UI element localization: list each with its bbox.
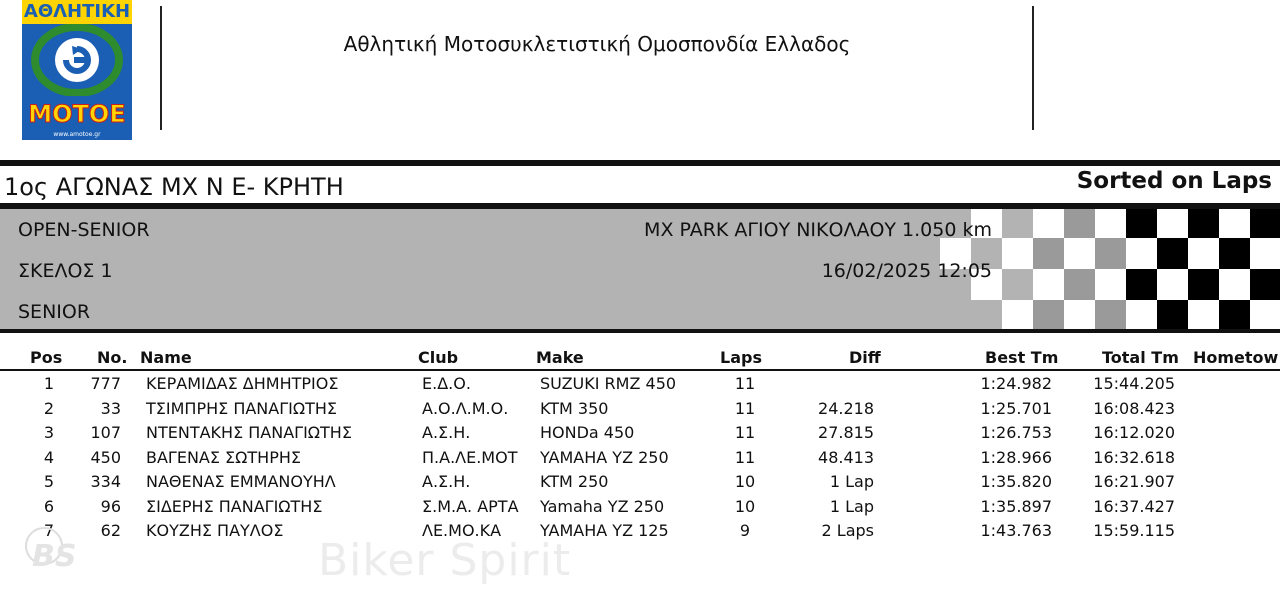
checker-square [1064,300,1095,329]
col-hometown: Hometow [1193,348,1279,367]
checker-square [1126,269,1157,300]
cell-name: ΚΕΡΑΜΙΔΑΣ ΔΗΜΗΤΡΙΟΣ [146,374,339,393]
cell-club: Π.Α.ΛΕ.ΜΟΤ [422,447,518,467]
checker-square [1219,238,1250,269]
checker-square [1126,209,1157,238]
checker-square [1250,238,1280,269]
checker-square [1188,269,1219,300]
cell-laps: 11 [734,398,756,418]
checker-square [1126,238,1157,269]
cell-total: 15:59.115 [1093,521,1175,540]
cell-pos: 7 [43,521,55,540]
checker-square [1250,300,1280,329]
biker-spirit-logo-icon [22,520,114,578]
cell-make: KTM 250 [540,472,609,491]
logo-emblem-icon [22,24,132,96]
cell-name: ΤΣΙΜΠΡΗΣ ΠΑΝΑΓΙΩΤΗΣ [146,398,337,418]
sorted-label: Sorted on Laps [1076,168,1272,194]
category-label: SENIOR [18,301,91,323]
cell-make: KTM 350 [540,398,609,418]
class-name: OPEN-SENIOR [18,219,150,241]
checker-square [1002,209,1033,238]
checker-square [909,300,940,329]
cell-no: 62 [100,521,121,540]
cell-best: 1:43.763 [980,521,1052,540]
checker-square [1002,238,1033,269]
cell-pos: 1 [43,374,55,393]
cell-best: 1:26.753 [980,423,1052,442]
header-rule [0,369,1280,371]
checker-square [1157,238,1188,269]
watermark-logo-text: BS [32,539,77,574]
cell-total: 16:12.020 [1093,423,1175,442]
cell-name: ΚΟΥΖΗΣ ΠΑΥΛΟΣ [146,521,284,540]
cell-name: ΝΑΘΕΝΑΣ ΕΜΜΑΝΟΥΗΛ [146,472,336,491]
checker-square [1188,300,1219,329]
cell-laps: 10 [734,496,756,516]
info-bottom-rule [0,329,1280,333]
leg-label: ΣΚΕΛΟΣ 1 [18,260,113,282]
cell-diff: 48.413 [818,447,874,467]
cell-diff: 24.218 [818,398,874,418]
checker-square [1033,209,1064,238]
cell-best: 1:28.966 [980,447,1052,467]
cell-pos: 4 [43,447,55,467]
cell-make: YAMAHA YZ 250 [540,447,669,467]
cell-club: Σ.Μ.Α. ΑΡΤΑ [422,496,519,516]
cell-diff: 1 Lap [829,472,874,491]
cell-make: Yamaha YZ 250 [540,496,665,516]
col-name: Name [140,348,192,367]
checker-square [1033,238,1064,269]
cell-pos: 2 [43,398,55,418]
cell-pos: 5 [43,472,55,491]
cell-no: 96 [100,496,121,516]
checker-square [1157,209,1188,238]
checker-square [1064,209,1095,238]
col-no: No. [97,348,128,367]
checker-square [1126,300,1157,329]
col-club: Club [418,348,459,367]
cell-diff: 27.815 [818,423,874,442]
col-pos: Pos [30,348,63,367]
logo-main-text: MOTOE [28,100,126,128]
checker-square [878,300,909,329]
col-make: Make [536,348,584,367]
checker-square [1095,209,1126,238]
checker-square [1250,209,1280,238]
col-diff: Diff [849,348,881,367]
checker-square [1219,269,1250,300]
cell-name: ΒΑΓΕΝΑΣ ΣΩΤΗΡΗΣ [146,447,301,467]
checker-square [1064,238,1095,269]
checker-square [1188,238,1219,269]
checker-square [940,300,971,329]
col-laps: Laps [720,348,762,367]
checker-square [1157,269,1188,300]
motoe-logo [22,0,132,140]
cell-name: ΣΙΔΕΡΗΣ ΠΑΝΑΓΙΩΤΗΣ [146,496,323,516]
logo-top-text: ΑΘΛΗΤΙΚΗ [23,1,131,22]
cell-make: SUZUKI RMZ 450 [540,374,677,393]
checker-square [1250,269,1280,300]
cell-laps: 11 [734,447,756,467]
cell-club: ΛΕ.ΜΟ.ΚΑ [422,521,502,540]
checker-square [1033,269,1064,300]
cell-total: 16:21.907 [1093,472,1175,491]
cell-pos: 6 [43,496,55,516]
cell-best: 1:25.701 [980,398,1052,418]
checker-square [1095,269,1126,300]
cell-no: 777 [90,374,121,393]
watermark-text: Biker Spirit [318,535,572,586]
cell-laps: 9 [739,521,751,540]
cell-diff: 2 Laps [821,521,874,540]
checker-square [1002,300,1033,329]
cell-total: 16:37.427 [1093,496,1175,516]
cell-laps: 11 [734,374,756,393]
cell-club: Α.Σ.Η. [422,423,471,442]
organization-name: Αθλητική Μοτοσυκλετιστική Ομοσπονδία Ελλαδος [343,32,851,56]
event-title: 1ος ΑΓΩΝΑΣ MX N E- KPHTH [4,173,344,201]
cell-laps: 10 [734,472,756,491]
cell-no: 107 [90,423,121,442]
checker-square [1219,209,1250,238]
cell-no: 33 [100,398,121,418]
col-best: Best Tm [985,348,1059,367]
header-divider-left [160,6,162,130]
cell-total: 16:08.423 [1093,398,1175,418]
cell-total: 16:32.618 [1093,447,1175,467]
cell-no: 450 [90,447,121,467]
checker-square [1095,238,1126,269]
title-top-rule [0,160,1280,166]
checker-square [1157,300,1188,329]
checker-square [1095,300,1126,329]
checkered-flag-icon [0,209,1280,329]
checker-square [1033,300,1064,329]
checker-square [1188,209,1219,238]
checker-square [971,300,1002,329]
cell-pos: 3 [43,423,55,442]
cell-laps: 11 [734,423,756,442]
cell-diff: 1 Lap [829,496,874,516]
cell-club: Α.Ο.Λ.Μ.Ο. [422,398,509,418]
cell-no: 334 [90,472,121,491]
race-info-panel [0,209,1280,329]
cell-make: YAMAHA YZ 125 [540,521,669,540]
cell-name: ΝΤΕΝΤΑΚΗΣ ΠΑΝΑΓΙΩΤΗΣ [146,423,352,442]
cell-best: 1:24.982 [980,374,1052,393]
logo-url: www.amotoe.gr [53,131,101,138]
cell-club: Α.Σ.Η. [422,472,471,491]
checker-square [1002,269,1033,300]
race-datetime: 16/02/2025 12:05 [821,260,992,282]
header-divider-right [1032,6,1034,130]
track-name: MX PARK ΑΓΙΟΥ ΝΙΚΟΛΑΟΥ 1.050 km [644,219,992,241]
cell-club: Ε.Δ.Ο. [422,374,471,393]
cell-best: 1:35.820 [980,472,1052,491]
checker-square [1064,269,1095,300]
cell-make: HONDa 450 [540,423,635,442]
cell-best: 1:35.897 [980,496,1052,516]
checker-square [1219,300,1250,329]
col-total: Total Tm [1102,348,1179,367]
cell-total: 15:44.205 [1093,374,1175,393]
